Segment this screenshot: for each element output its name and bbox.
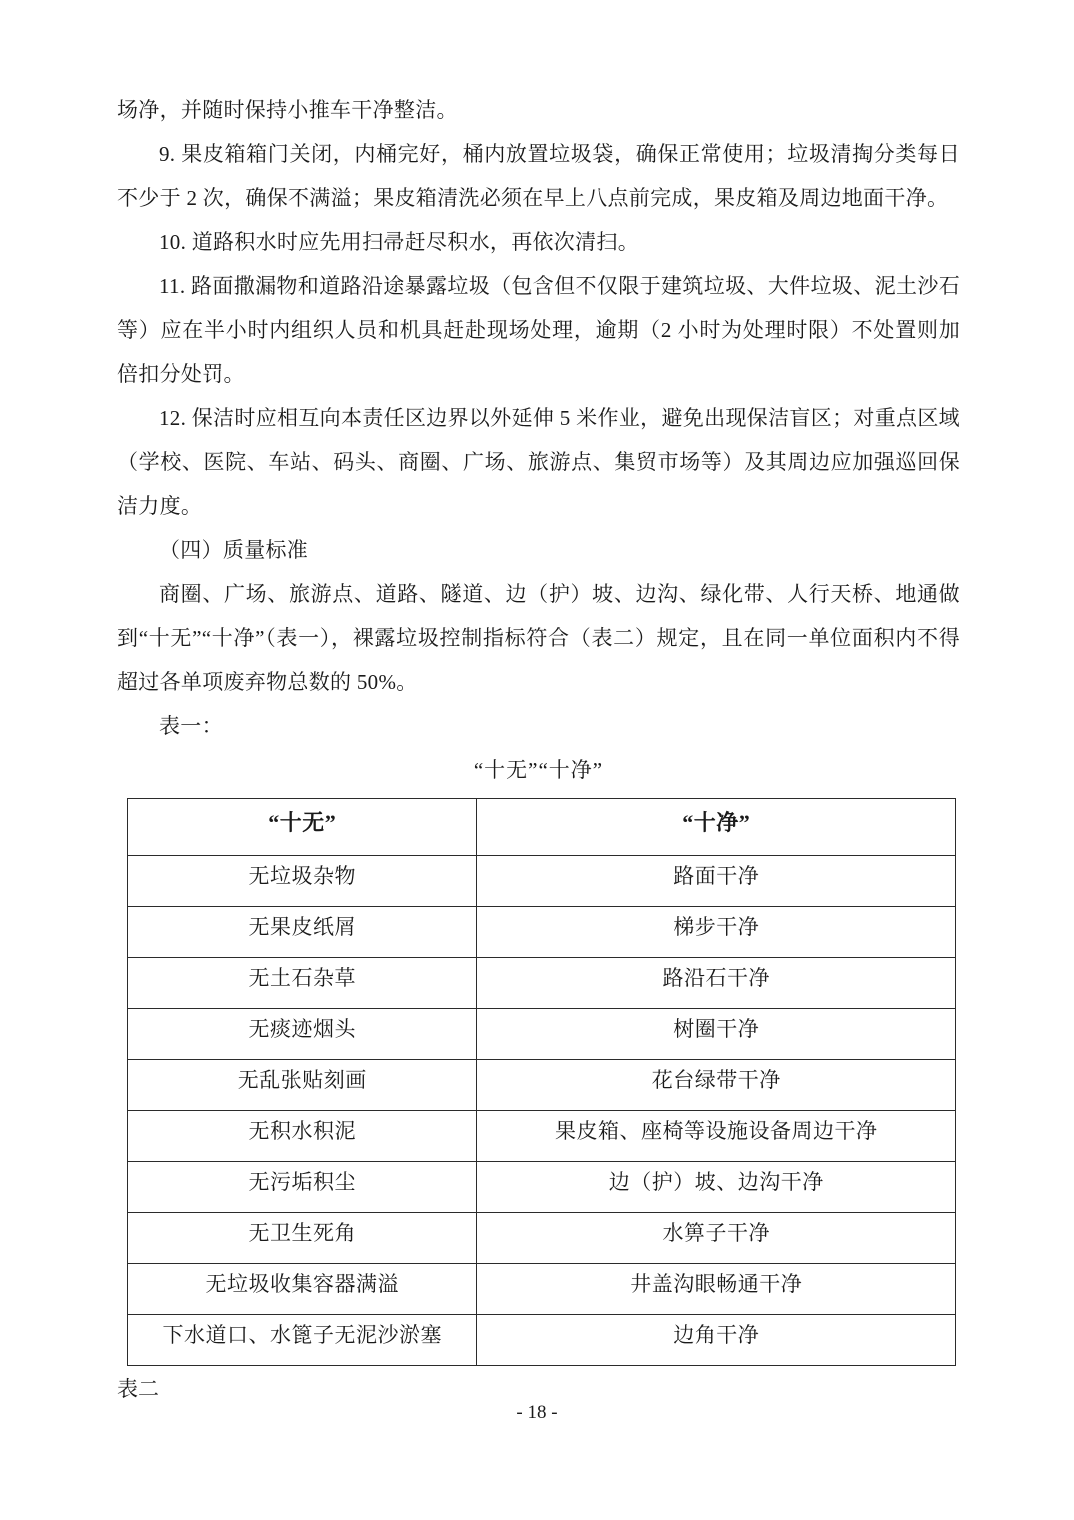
table-row <box>128 1264 956 1315</box>
table1-title: “十无”“十净” <box>473 758 604 782</box>
table-row <box>128 907 956 958</box>
table-row <box>128 1060 956 1111</box>
table-cell: 下水道口、水篦子无泥沙淤塞 <box>128 1315 477 1366</box>
paragraph-item-11: 11. 路面撒漏物和道路沿途暴露垃圾（包含但不仅限于建筑垃圾、大件垃圾、泥土沙石等）应在半小时内组织人员和机具赶赴现场处理，逾期（2 小时为处理时限）不处置则加倍扣分处罚。 <box>117 274 960 386</box>
table-cell: 边（护）坡、边沟干净 <box>477 1162 956 1213</box>
table-cell: 无果皮纸屑 <box>128 907 477 958</box>
table-cell: 水箅子干净 <box>477 1213 956 1264</box>
table-cell: 果皮箱、座椅等设施设备周边干净 <box>477 1111 956 1162</box>
table-row <box>128 856 956 907</box>
table-row <box>128 958 956 1009</box>
table-header-row <box>128 799 956 856</box>
table-cell: 路沿石干净 <box>477 958 956 1009</box>
table-cell: 无积水积泥 <box>128 1111 477 1162</box>
paragraph-item-9: 9. 果皮箱箱门关闭，内桶完好，桶内放置垃圾袋，确保正常使用；垃圾清掏分类每日不少于 2 次，确保不满溢；果皮箱清洗必须在早上八点前完成，果皮箱及周边地面干净。 <box>117 142 960 210</box>
table-cell: 无痰迹烟头 <box>128 1009 477 1060</box>
table-header-ten-clean: “十净” <box>477 799 956 856</box>
table-cell: 花台绿带干净 <box>477 1060 956 1111</box>
paragraph-quality-detail: 商圈、广场、旅游点、道路、隧道、边（护）坡、边沟、绿化带、人行天桥、地通做到“十无”“十净”（表一），裸露垃圾控制指标符合（表二）规定，且在同一单位面积内不得超过各单项废弃物总数的 50%。 <box>117 582 960 694</box>
table-row <box>128 1213 956 1264</box>
table-cell: 无卫生死角 <box>128 1213 477 1264</box>
table-header-ten-none: “十无” <box>128 799 477 856</box>
paragraph-continuation: 场净，并随时保持小推车干净整洁。 <box>117 98 458 122</box>
table-row <box>128 1162 956 1213</box>
table2-label: 表二 <box>117 1377 159 1401</box>
table-row <box>128 1315 956 1366</box>
page-number: - 18 - <box>516 1402 558 1423</box>
table-cell: 树圈干净 <box>477 1009 956 1060</box>
table1-label: 表一： <box>159 714 223 738</box>
ten-none-ten-clean-table <box>127 798 956 1366</box>
table-cell: 路面干净 <box>477 856 956 907</box>
table-cell: 无垃圾杂物 <box>128 856 477 907</box>
table-cell: 梯步干净 <box>477 907 956 958</box>
paragraph-item-12: 12. 保洁时应相互向本责任区边界以外延伸 5 米作业，避免出现保洁盲区；对重点区域（学校、医院、车站、码头、商圈、广场、旅游点、集贸市场等）及其周边应加强巡回保洁力度。 <box>117 406 960 518</box>
table-cell: 井盖沟眼畅通干净 <box>477 1264 956 1315</box>
section-heading-quality-standard: （四）质量标准 <box>159 538 309 562</box>
table-row <box>128 1009 956 1060</box>
table-cell: 无污垢积尘 <box>128 1162 477 1213</box>
table-row <box>128 1111 956 1162</box>
table-cell: 边角干净 <box>477 1315 956 1366</box>
paragraph-item-10: 10. 道路积水时应先用扫帚赶尽积水，再依次清扫。 <box>159 230 639 254</box>
table-cell: 无土石杂草 <box>128 958 477 1009</box>
table-cell: 无垃圾收集容器满溢 <box>128 1264 477 1315</box>
table-cell: 无乱张贴刻画 <box>128 1060 477 1111</box>
